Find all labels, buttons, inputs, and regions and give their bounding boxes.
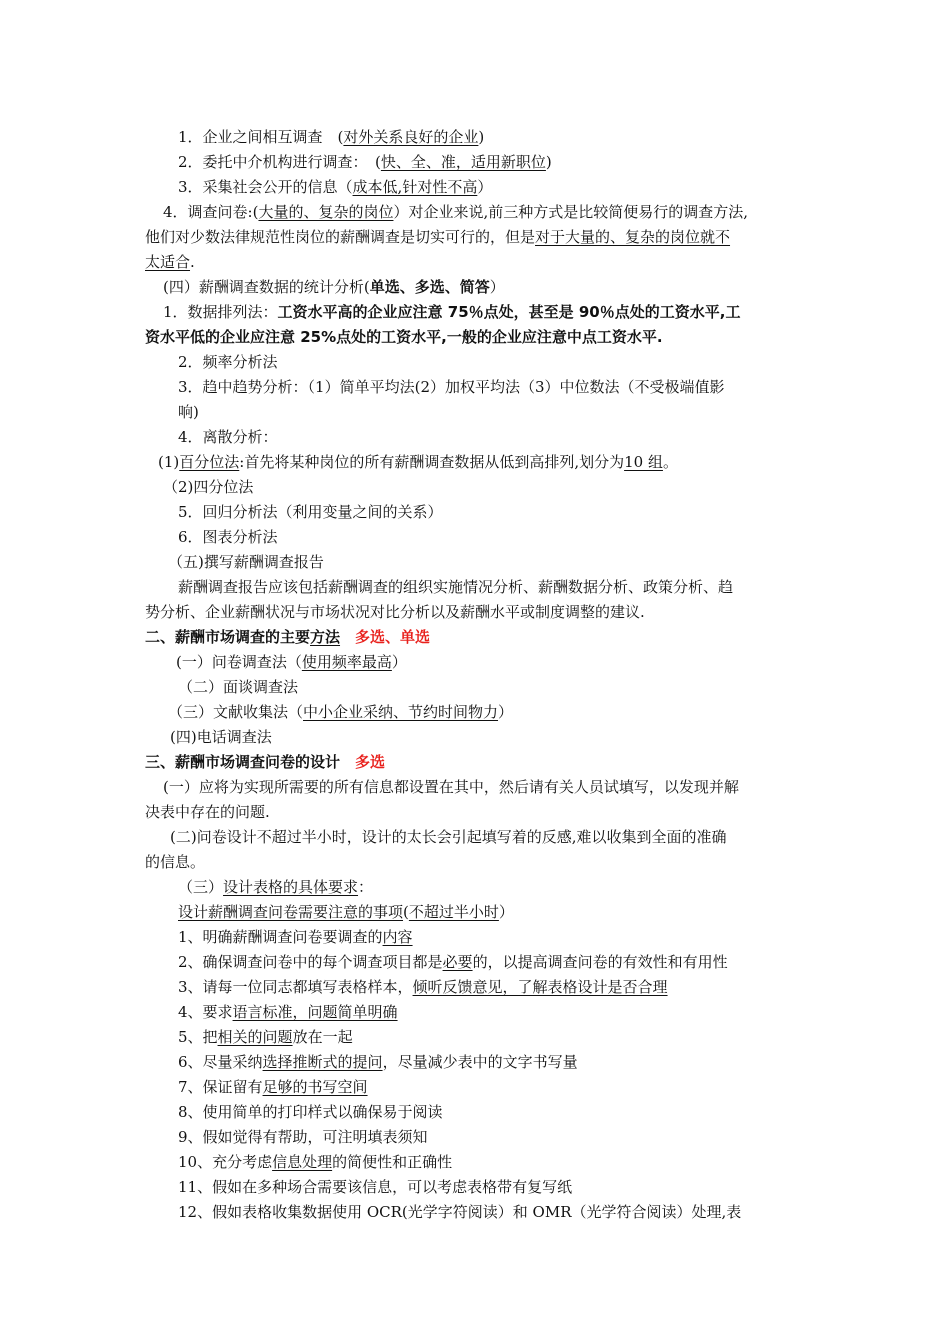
text-line bbox=[178, 1100, 443, 1124]
text-run: ，尽量减少表中的文字书写量 bbox=[382, 1053, 578, 1071]
text-run: 使用频率最高 bbox=[301, 653, 392, 671]
text-run: 1、明确薪酬调查问卷要调查的 bbox=[178, 928, 383, 946]
text-run: 的信息。 bbox=[145, 853, 206, 871]
text-line bbox=[178, 525, 278, 549]
text-run: 倾听反馈意见，了解表格设计是否合理 bbox=[412, 978, 668, 996]
text-run: 的，以提高调查问卷的有效性和有用性 bbox=[472, 953, 728, 971]
text-run: 薪酬调查报告应该包括薪酬调查的组织实施情况分析、薪酬数据分析、政策分析、趋 bbox=[178, 578, 734, 596]
text-run: 2．频率分析法 bbox=[178, 353, 278, 371]
text-run: 9、假如觉得有帮助，可注明填表须知 bbox=[178, 1128, 428, 1146]
text-run: （五)撰写薪酬调查报告 bbox=[168, 553, 324, 571]
text-run: ） bbox=[498, 703, 514, 721]
text-line bbox=[178, 1175, 572, 1199]
text-run: 4．离散分析： bbox=[178, 428, 278, 446]
text-run: ）对企业来说,前三种方式是比较简便易行的调查方法, bbox=[393, 203, 749, 221]
text-run: 10 组 bbox=[624, 453, 663, 471]
text-line bbox=[178, 350, 278, 374]
text-run: 相关的问题 bbox=[217, 1028, 293, 1046]
text-run: 5、把 bbox=[178, 1028, 218, 1046]
text-run: 4、要求 bbox=[178, 1003, 233, 1021]
text-run: (1) bbox=[158, 453, 180, 471]
text-run: 工资水平高的企业应注意 75％点处，甚至是 90％点处的工资水平,工 bbox=[277, 303, 741, 321]
text-line bbox=[163, 775, 739, 799]
text-line bbox=[178, 875, 373, 899]
text-run: 成本低,针对性不高 bbox=[352, 178, 478, 196]
text-line bbox=[178, 425, 278, 449]
text-run: 决表中存在的问题. bbox=[145, 803, 270, 821]
text-run: 10、充分考虑 bbox=[178, 1153, 273, 1171]
text-run: 语言标准，问题简单明确 bbox=[232, 1003, 398, 1021]
text-run: 选择推断式的提问 bbox=[262, 1053, 383, 1071]
text-run: 势分析、企业薪酬状况与市场状况对比分析以及薪酬水平或制度调整的建议. bbox=[145, 603, 645, 621]
text-run: 8、使用简单的打印样式以确保易于阅读 bbox=[178, 1103, 443, 1121]
text-line bbox=[178, 1150, 452, 1174]
text-line bbox=[178, 925, 413, 949]
text-line bbox=[178, 1000, 398, 1024]
text-line bbox=[178, 975, 668, 999]
text-line bbox=[178, 1075, 368, 1099]
text-run: 的简便性和正确性 bbox=[332, 1153, 453, 1171]
text-run: 5．回归分析法（利用变量之间的关系） bbox=[178, 503, 443, 521]
text-line bbox=[178, 125, 484, 149]
highlight-tag: 多选、单选 bbox=[340, 628, 431, 646]
text-line bbox=[163, 275, 505, 299]
text-run: 太适合 bbox=[145, 253, 191, 271]
text-run: 1．数据排列法： bbox=[163, 303, 278, 321]
text-line bbox=[145, 850, 205, 874]
text-run: 快、全、准，适用新职位 bbox=[380, 153, 546, 171]
text-run: (四)电话调查法 bbox=[170, 728, 272, 746]
text-line bbox=[178, 1125, 428, 1149]
text-run: 对外关系良好的企业 bbox=[343, 128, 479, 146]
text-run: 必要 bbox=[442, 953, 473, 971]
text-line bbox=[178, 950, 728, 974]
text-line bbox=[145, 600, 645, 624]
text-line bbox=[145, 225, 730, 249]
text-run: 设计薪酬调查问卷需要注意的事项 bbox=[178, 903, 404, 921]
text-run: ） bbox=[489, 278, 505, 296]
text-run: 单选、多选、简答 bbox=[369, 278, 490, 296]
text-run: (二)问卷设计不超过半小时，设计的太长会引起填写着的反感,难以收集到全面的准确 bbox=[170, 828, 727, 846]
text-run: 信息处理 bbox=[272, 1153, 333, 1171]
text-run: ( bbox=[403, 903, 409, 921]
text-run: 3、请每一位同志都填写表格样本， bbox=[178, 978, 413, 996]
text-run: 3．采集社会公开的信息（ bbox=[178, 178, 353, 196]
text-run: 7、保证留有 bbox=[178, 1078, 263, 1096]
text-line bbox=[145, 250, 195, 274]
text-run: （二）面谈调查法 bbox=[178, 678, 299, 696]
text-line bbox=[163, 300, 740, 324]
text-run: （三） bbox=[178, 878, 224, 896]
text-run: 6．图表分析法 bbox=[178, 528, 278, 546]
highlight-tag: 多选 bbox=[340, 753, 386, 771]
text-line bbox=[163, 475, 253, 499]
text-line bbox=[178, 500, 443, 524]
text-run: 三、薪酬市场调查问卷的设计 bbox=[145, 753, 341, 771]
text-run: 3．趋中趋势分析：（1）简单平均法(2）加权平均法（3）中位数法（不受极端值影 bbox=[178, 378, 725, 396]
text-line bbox=[178, 675, 298, 699]
text-line bbox=[170, 725, 272, 749]
text-line bbox=[178, 1200, 741, 1224]
text-run: 12、假如表格收集数据使用 OCR(光学字符阅读）和 OMR（光学符合阅读）处理,表 bbox=[178, 1203, 742, 1221]
text-run: 响) bbox=[178, 403, 199, 421]
text-run: 百分位法 bbox=[179, 453, 240, 471]
text-run: 二、薪酬市场调查的主要 bbox=[145, 628, 311, 646]
text-run: (一）应将为实现所需要的所有信息都设置在其中，然后请有关人员试填写，以发现并解 bbox=[163, 778, 739, 796]
text-line bbox=[176, 650, 407, 674]
text-run: 足够的书写空间 bbox=[262, 1078, 368, 1096]
text-line bbox=[178, 900, 514, 924]
text-run: ） bbox=[498, 903, 514, 921]
text-line bbox=[145, 800, 270, 824]
text-run: 2．委托中介机构进行调查： ( bbox=[178, 153, 381, 171]
text-run: 6、尽量采纳 bbox=[178, 1053, 263, 1071]
text-run: 不超过半小时 bbox=[408, 903, 499, 921]
text-line bbox=[178, 400, 199, 424]
text-run: (四）薪酬调查数据的统计分析( bbox=[163, 278, 370, 296]
text-line bbox=[163, 200, 748, 224]
text-run: 11、假如在多种场合需要该信息，可以考虑表格带有复写纸 bbox=[178, 1178, 573, 1196]
text-run: 资水平低的企业应注意 25%点处的工资水平,一般的企业应注意中点工资水平. bbox=[145, 328, 663, 346]
text-line bbox=[158, 450, 678, 474]
text-run: 方法 bbox=[310, 628, 341, 646]
text-run: 他们对少数法律规范性岗位的薪酬调查是切实可行的，但是 bbox=[145, 228, 536, 246]
text-run: 内容 bbox=[382, 928, 413, 946]
text-run: (一）问卷调查法（ bbox=[176, 653, 302, 671]
text-run: 设计表格的具体要求 bbox=[223, 878, 359, 896]
text-line bbox=[178, 1025, 353, 1049]
text-run: ） bbox=[477, 178, 493, 196]
text-run: 放在一起 bbox=[292, 1028, 353, 1046]
text-line bbox=[178, 175, 492, 199]
text-run: ) bbox=[545, 153, 552, 171]
text-run: 4．调查问卷:( bbox=[163, 203, 259, 221]
text-run: （2)四分位法 bbox=[163, 478, 254, 496]
text-run: 。 bbox=[662, 453, 678, 471]
text-run: . bbox=[190, 253, 195, 271]
text-run: ： bbox=[358, 878, 374, 896]
text-line bbox=[145, 325, 663, 349]
text-line bbox=[168, 700, 513, 724]
text-run: 1．企业之间相互调查 ( bbox=[178, 128, 344, 146]
text-run: （三）文献收集法（ bbox=[168, 703, 304, 721]
text-line bbox=[178, 1050, 578, 1074]
text-run: :首先将某种岗位的所有薪酬调查数据从低到高排列,划分为 bbox=[239, 453, 625, 471]
text-run: 2、确保调查问卷中的每个调查项目都是 bbox=[178, 953, 443, 971]
text-run: 对于大量的、复杂的岗位就不 bbox=[535, 228, 731, 246]
text-run: ） bbox=[391, 653, 407, 671]
text-line bbox=[168, 550, 324, 574]
text-line bbox=[178, 150, 552, 174]
text-line bbox=[145, 750, 385, 774]
text-line bbox=[145, 625, 430, 649]
text-run: 中小企业采纳、节约时间物力 bbox=[303, 703, 499, 721]
text-line bbox=[170, 825, 726, 849]
text-run: ) bbox=[478, 128, 485, 146]
text-line bbox=[178, 375, 725, 399]
text-line bbox=[178, 575, 733, 599]
text-run: 大量的、复杂的岗位 bbox=[258, 203, 394, 221]
